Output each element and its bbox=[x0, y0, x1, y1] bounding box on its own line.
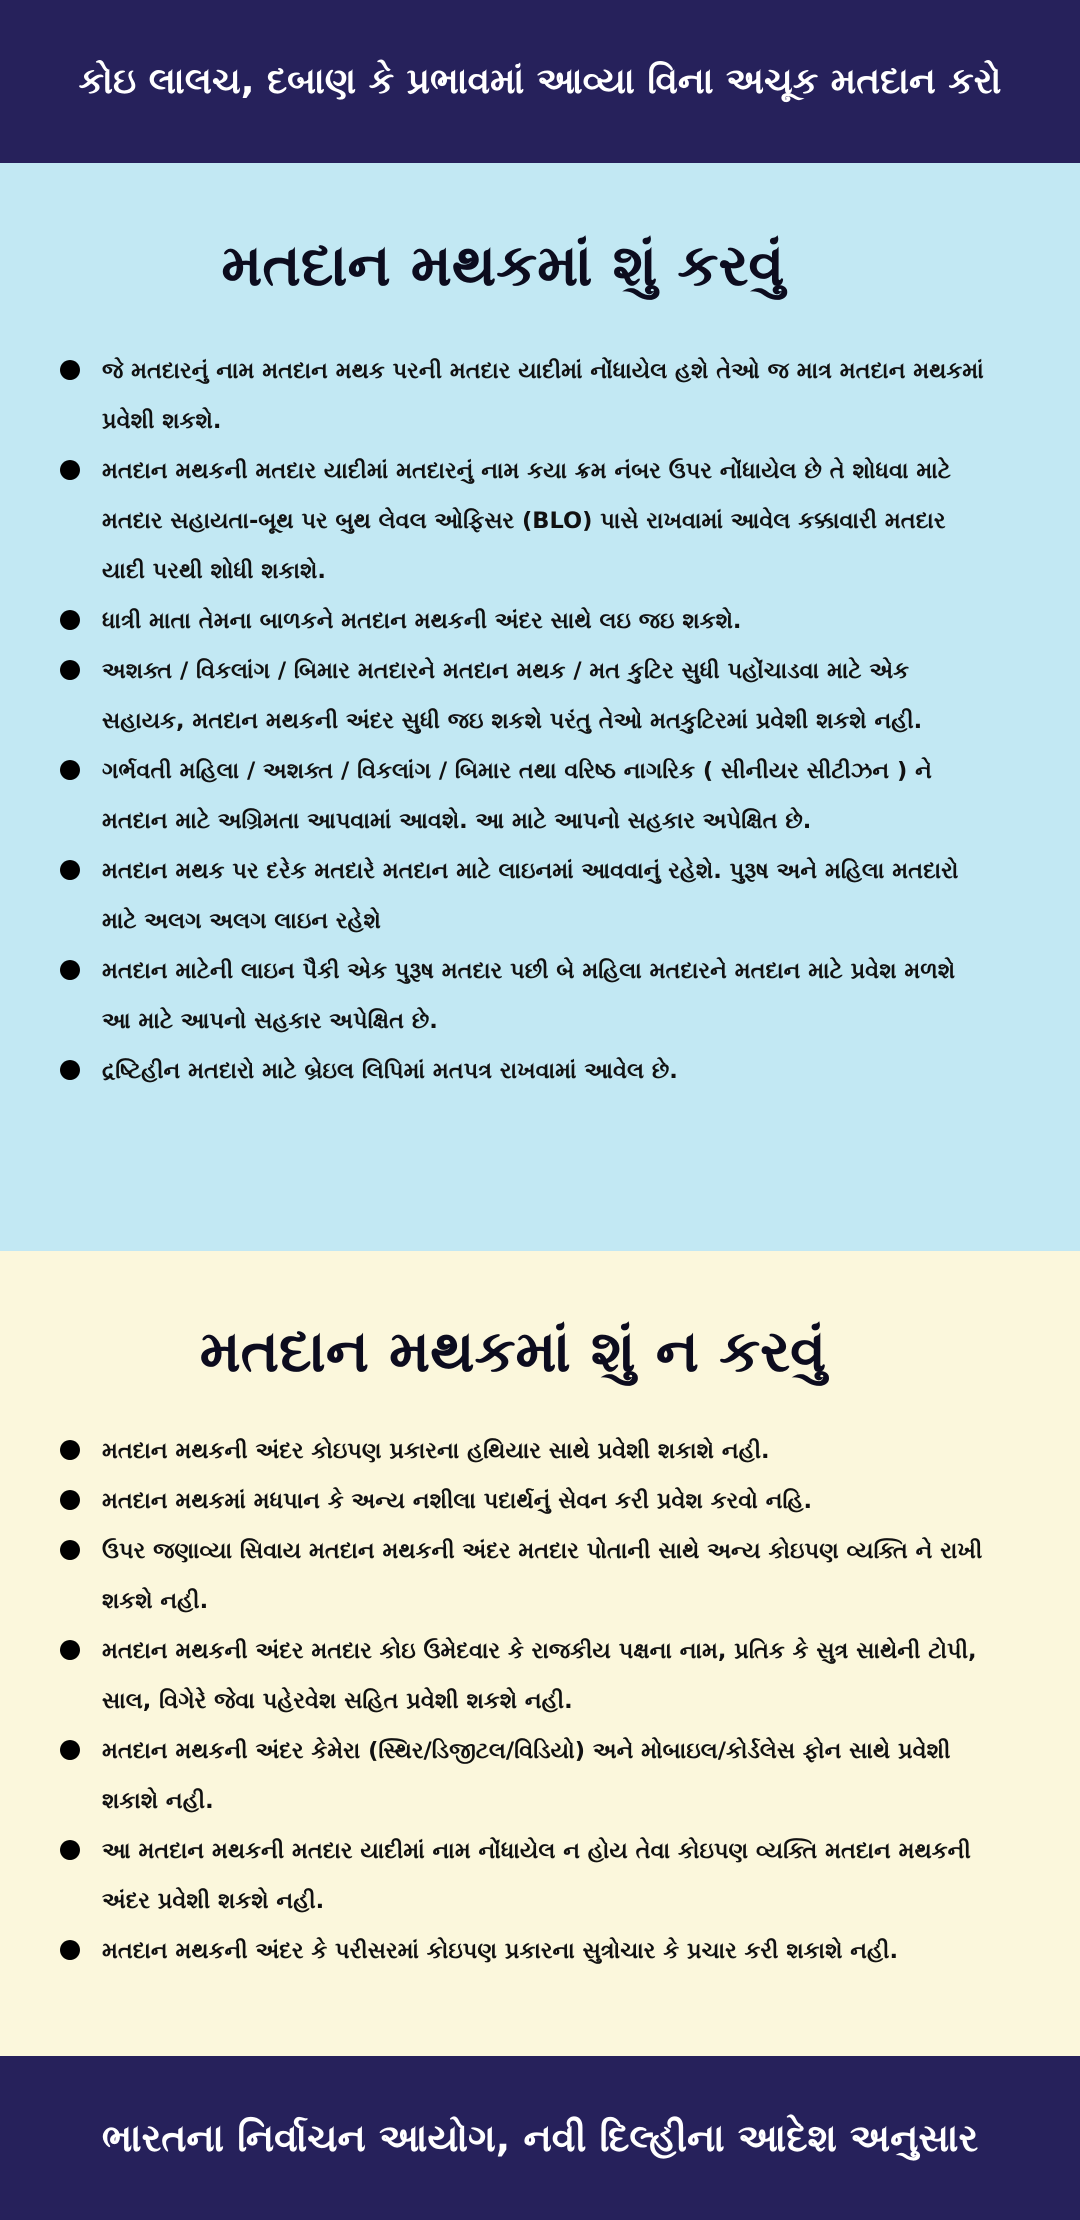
do-section bbox=[0, 163, 1080, 1251]
list-item-text: મતદાન મથકની અંદર કોઇપણ પ્રકારના હથિયાર સાથે પ્રવેશી શકાશે નહી. bbox=[102, 1437, 770, 1464]
list-item-text: મતદાન મથકની અંદર કે પરીસરમાં કોઇપણ પ્રકારના સુત્રોચાર કે પ્રચાર કરી શકાશે નહી. bbox=[102, 1937, 898, 1964]
list-item bbox=[56, 1426, 1030, 1476]
list-item bbox=[56, 1046, 1030, 1096]
bullet-icon bbox=[60, 1490, 80, 1510]
list-item bbox=[56, 746, 1030, 846]
dont-list bbox=[56, 1426, 1030, 1976]
list-item bbox=[56, 1526, 1030, 1626]
list-item bbox=[56, 1926, 1030, 1976]
list-item-text: મતદાન મથકની અંદર કેમેરા (સ્થિર/ડિજીટલ/વિડિયો) અને મોબાઇલ/કોર્ડલેસ ફોન સાથે પ્રવેશી શકાશે નહી. bbox=[102, 1737, 951, 1814]
list-item-text: ઉપર જણાવ્યા સિવાય મતદાન મથકની અંદર મતદાર પોતાની સાથે અન્ય કોઇપણ વ્યક્તિ ને રાખી શકશે નહી. bbox=[102, 1537, 983, 1614]
bullet-icon bbox=[60, 360, 80, 380]
bullet-icon bbox=[60, 660, 80, 680]
list-item-text: અશક્ત / વિકલાંગ / બિમાર મતદારને મતદાન મથક / મત કુટિર સુધી પહોંચાડવા માટે એક સહાયક, મતદાન મથકની અંદર સુધી જઇ શકશે પરંતુ તેઓ મતકુટિરમાં પ્રવેશી શકશે નહી. bbox=[102, 657, 923, 734]
bullet-icon bbox=[60, 460, 80, 480]
list-item-text: મતદાન મથક પર દરેક મતદારે મતદાન માટે લાઇનમાં આવવાનું રહેશે. પુરૂષ અને મહિલા મતદારો માટે અલગ અલગ લાઇન રહેશે bbox=[102, 857, 959, 934]
bullet-icon bbox=[60, 610, 80, 630]
dont-section-title: મતદાન મથકમાં શું ન કરવું bbox=[199, 1317, 827, 1385]
dont-section bbox=[0, 1251, 1080, 2056]
top-banner bbox=[0, 0, 1080, 163]
bullet-icon bbox=[60, 1840, 80, 1860]
bullet-icon bbox=[60, 1940, 80, 1960]
bottom-banner bbox=[0, 2056, 1080, 2220]
list-item bbox=[56, 1476, 1030, 1526]
list-item bbox=[56, 596, 1030, 646]
list-item bbox=[56, 646, 1030, 746]
list-item-text: જે મતદારનું નામ મતદાન મથક પરની મતદાર યાદીમાં નોંધાયેલ હશે તેઓ જ માત્ર મતદાન મથકમાં પ્રવેશી શકશે. bbox=[102, 357, 984, 434]
bullet-icon bbox=[60, 960, 80, 980]
bullet-icon bbox=[60, 760, 80, 780]
top-banner-text: કોઇ લાલચ, દબાણ કે પ્રભાવમાં આવ્યા વિના અચૂક મતદાન કરો bbox=[78, 60, 1002, 102]
bottom-banner-text: ભારતના નિર્વાચન આયોગ, નવી દિલ્હીના આદેશ અનુસાર bbox=[101, 2115, 979, 2160]
list-item bbox=[56, 1726, 1030, 1826]
list-item-text: મતદાન માટેની લાઇન પૈકી એક પુરૂષ મતદાર પછી બે મહિલા મતદારને મતદાન માટે પ્રવેશ મળશે આ માટે આપનો સહકાર અપેક્ષિત છે. bbox=[102, 957, 956, 1034]
bullet-icon bbox=[60, 1640, 80, 1660]
do-section-title: મતદાન મથકમાં શું કરવું bbox=[221, 231, 785, 299]
list-item bbox=[56, 846, 1030, 946]
list-item-text: ધાત્રી માતા તેમના બાળકને મતદાન મથકની અંદર સાથે લઇ જઇ શકશે. bbox=[102, 607, 742, 634]
bullet-icon bbox=[60, 860, 80, 880]
bullet-icon bbox=[60, 1440, 80, 1460]
bullet-icon bbox=[60, 1060, 80, 1080]
bullet-icon bbox=[60, 1540, 80, 1560]
bullet-icon bbox=[60, 1740, 80, 1760]
list-item-text: મતદાન મથકમાં મધપાન કે અન્ય નશીલા પદાર્થનું સેવન કરી પ્રવેશ કરવો નહિ. bbox=[102, 1487, 813, 1514]
do-list bbox=[56, 346, 1030, 1096]
list-item-text: દ્રષ્ટિહીન મતદારો માટે બ્રેઇલ લિપિમાં મતપત્ર રાખવામાં આવેલ છે. bbox=[102, 1057, 678, 1084]
list-item bbox=[56, 1826, 1030, 1926]
list-item-text: ગર્ભવતી મહિલા / અશક્ત / વિકલાંગ / બિમાર તથા વરિષ્ઠ નાગરિક ( સીનીયર સીટીઝન ) ને મતદાન માટે અગ્રિમતા આપવામાં આવશે. આ માટે આપનો સહકાર અપેક્ષિત છે. bbox=[102, 757, 932, 834]
list-item-text: મતદાન મથકની અંદર મતદાર કોઇ ઉમેદવાર કે રાજકીય પક્ષના નામ, પ્રતિક કે સુત્ર સાથેની ટોપી, સાલ, વિગેરે જેવા પહેરવેશ સહિત પ્રવેશી શકશે નહી. bbox=[102, 1637, 977, 1714]
list-item bbox=[56, 946, 1030, 1046]
list-item bbox=[56, 346, 1030, 446]
list-item bbox=[56, 1626, 1030, 1726]
list-item bbox=[56, 446, 1030, 596]
list-item-text: મતદાન મથકની મતદાર યાદીમાં મતદારનું નામ કયા ક્રમ નંબર ઉપર નોંધાયેલ છે તે શોધવા માટે મતદાર સહાયતા-બૂથ પર બુથ લેવલ ઓફિસર (BLO) પાસે રાખવામાં આવેલ કક્કાવારી મતદાર યાદી પરથી શોધી શકાશે. bbox=[102, 457, 951, 584]
list-item-text: આ મતદાન મથકની મતદાર યાદીમાં નામ નોંધાયેલ ન હોય તેવા કોઇપણ વ્યક્તિ મતદાન મથકની અંદર પ્રવેશી શકશે નહી. bbox=[102, 1837, 971, 1914]
